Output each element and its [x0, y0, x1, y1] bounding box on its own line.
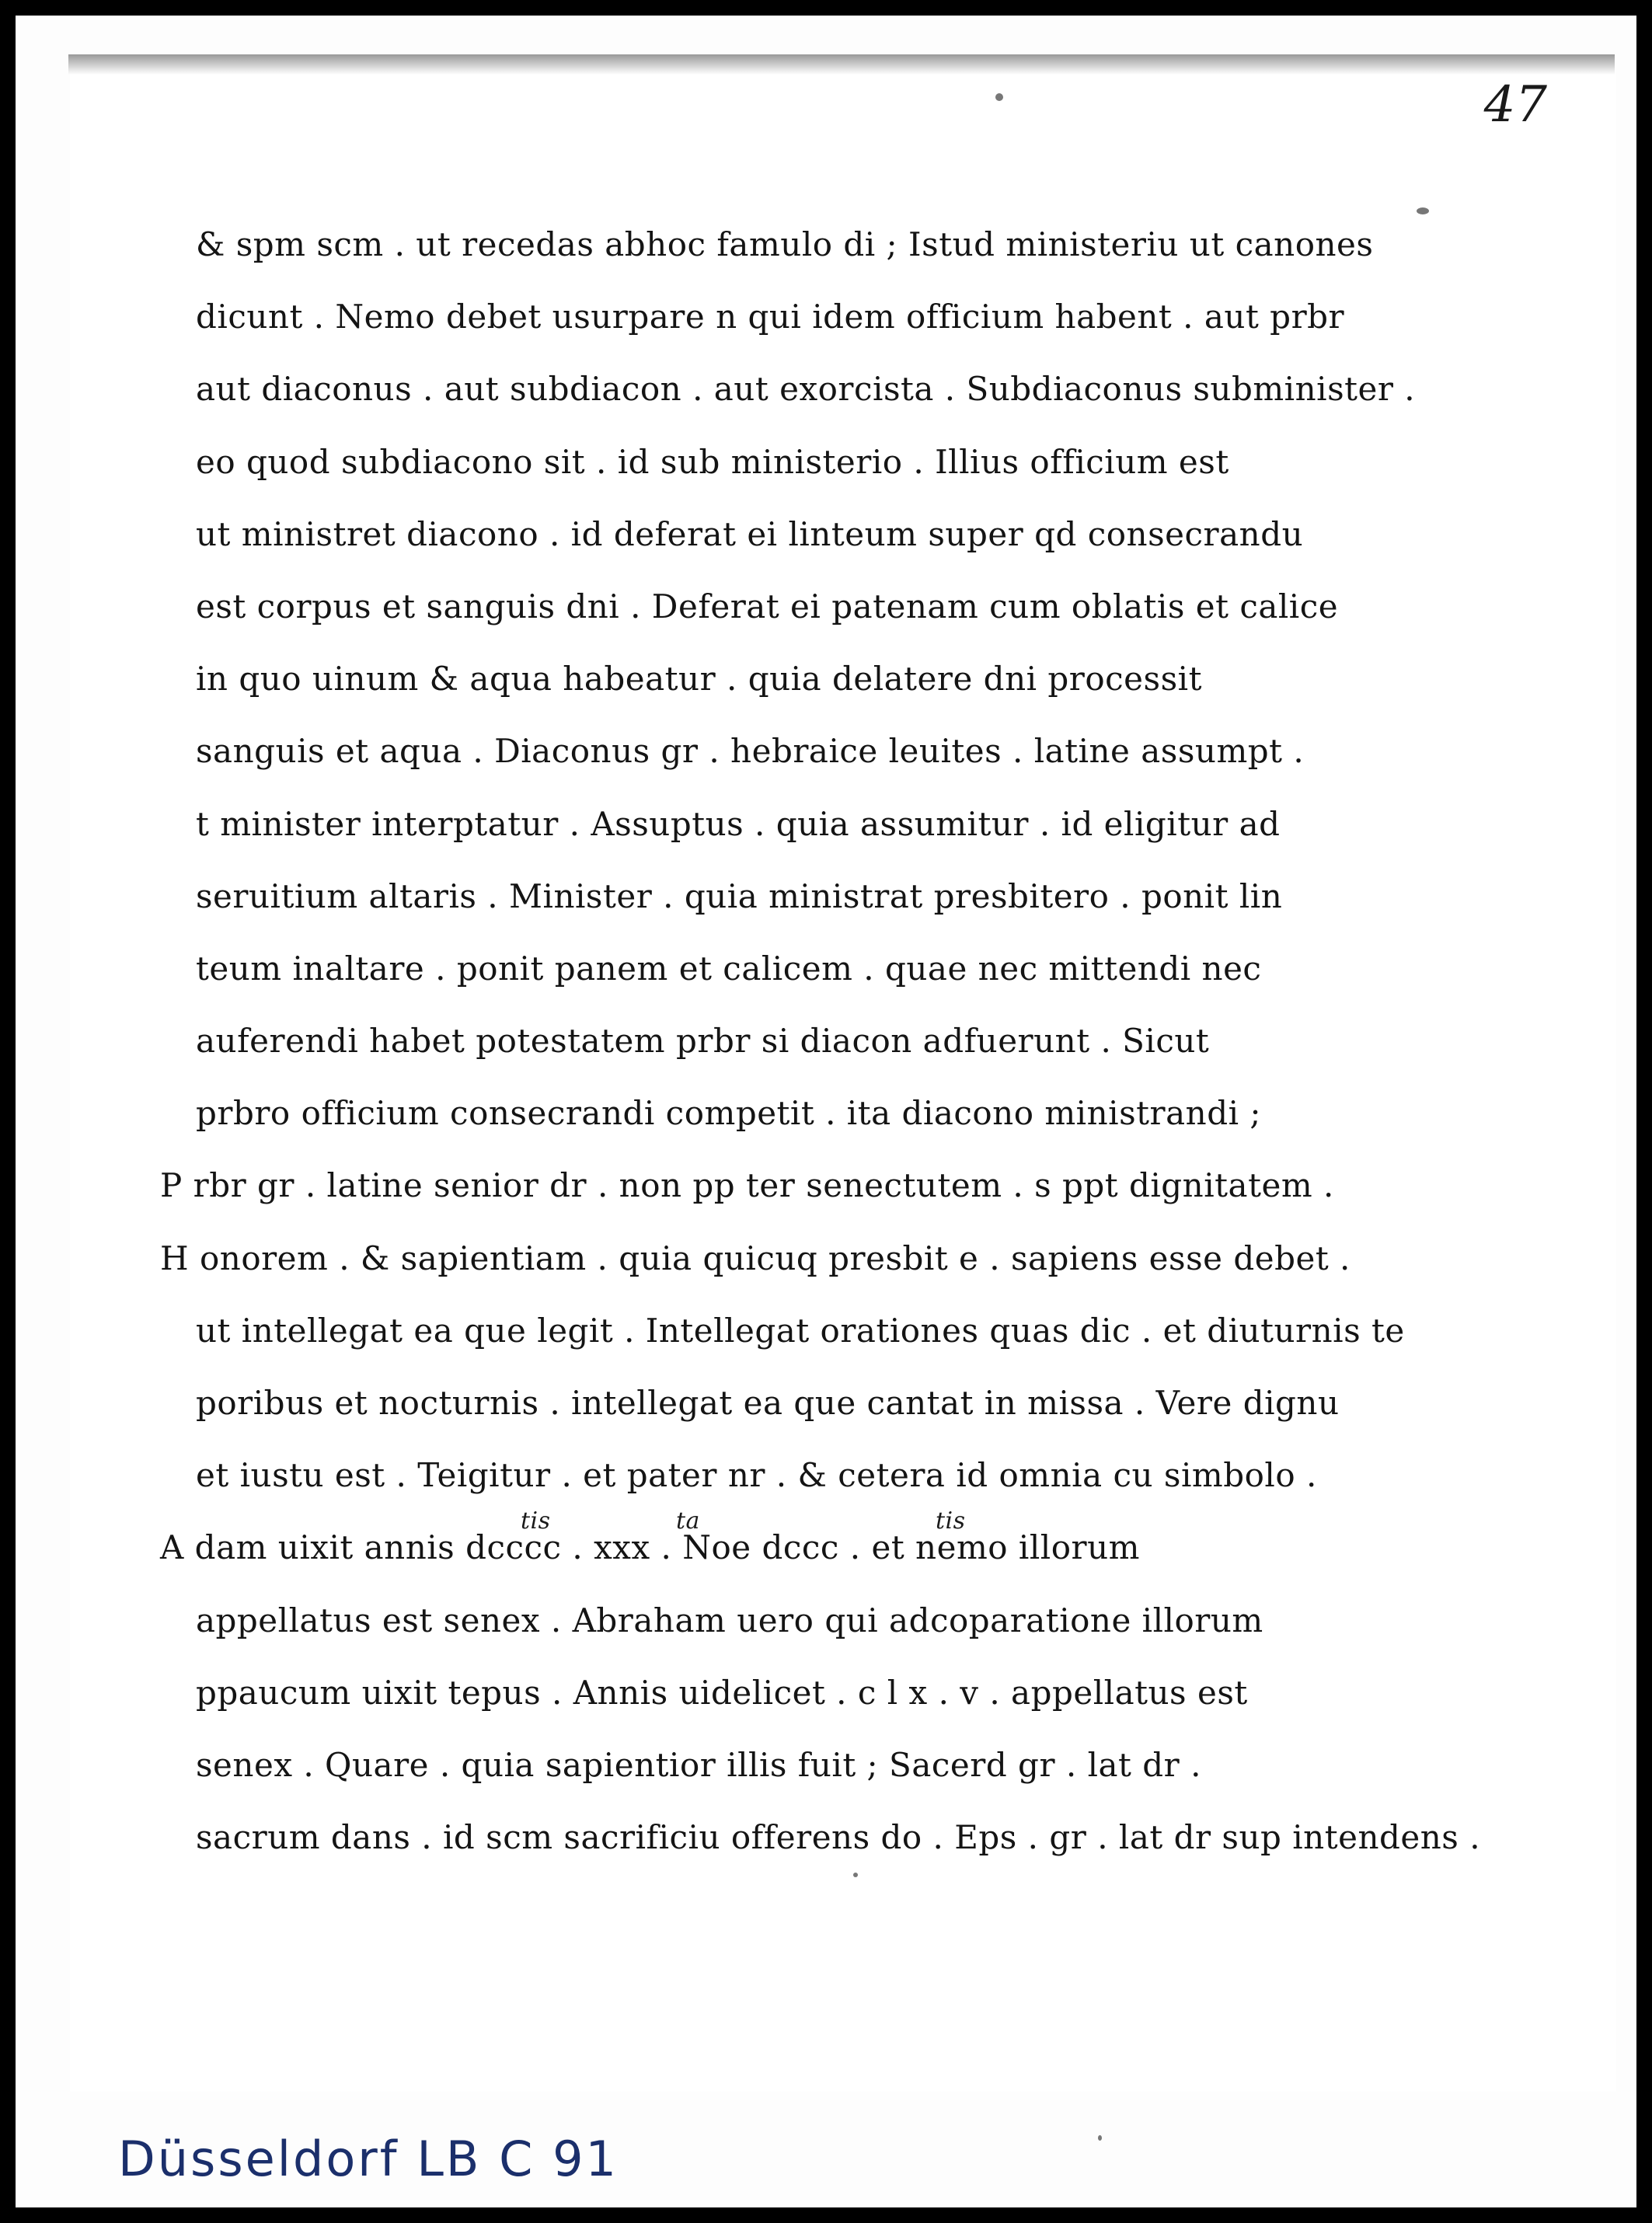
- text-line: ppaucum uixit tepus . Annis uidelicet . c l x . v . appellatus est: [196, 1673, 1248, 1712]
- text-line: dicunt . Nemo debet usurpare n qui idem officium habent . aut prbr: [196, 298, 1345, 336]
- page-blemish: [1417, 207, 1429, 214]
- text-line: H onorem . & sapientiam . quia quicuq presbit e . sapiens esse debet .: [160, 1239, 1351, 1277]
- text-line: est corpus et sanguis dni . Deferat ei patenam cum oblatis et calice: [196, 587, 1339, 625]
- superscript-mark: tis: [936, 1507, 966, 1535]
- page-top-edge-shadow: [68, 54, 1615, 75]
- text-line: appellatus est senex . Abraham uero qui adcoparatione illorum: [196, 1601, 1263, 1639]
- manuscript-photograph: [16, 16, 1636, 2207]
- text-line: P rbr gr . latine senior dr . non pp ter senectutem . s ppt dignitatem .: [160, 1166, 1334, 1205]
- text-line: ut ministret diacono . id deferat ei linteum super qd consecrandu: [196, 514, 1304, 553]
- text-line: tis ta tis A dam uixit annis dcccc . xxx . Noe dccc . et nemo illorum: [149, 1511, 1455, 1584]
- page-blemish: [995, 93, 1003, 101]
- page-blemish: [853, 1873, 858, 1877]
- text-line: seruitium altaris . Minister . quia ministrat presbitero . ponit lin: [196, 876, 1283, 915]
- text-line: et iustu est . Teigitur . et pater nr . & cetera id omnia cu simbolo .: [196, 1456, 1317, 1495]
- page-blemish: [1098, 2135, 1102, 2141]
- text-line: sacrum dans . id scm sacrificiu offerens do . Eps . gr . lat dr sup intendens .: [196, 1818, 1481, 1857]
- archive-shelfmark-caption: Düsseldorf LB C 91: [118, 2131, 619, 2187]
- text-line: auferendi habet potestatem prbr si diacon adfuerunt . Sicut: [196, 1022, 1210, 1061]
- text-line: sanguis et aqua . Diaconus gr . hebraice leuites . latine assumpt .: [196, 732, 1305, 771]
- text-line: aut diaconus . aut subdiacon . aut exorcista . Subdiaconus subminister .: [196, 370, 1416, 409]
- text-line: teum inaltare . ponit panem et calicem . quae nec mittendi nec: [196, 949, 1262, 988]
- text-line: & spm scm . ut recedas abhoc famulo di ; Istud ministeriu ut canones: [196, 225, 1374, 263]
- text-line: poribus et nocturnis . intellegat ea que cantat in missa . Vere dignu: [196, 1384, 1340, 1422]
- text-line: eo quod subdiacono sit . id sub ministerio . Illius officium est: [196, 442, 1229, 481]
- text-line: senex . Quare . quia sapientior illis fuit ; Sacerd gr . lat dr .: [196, 1745, 1201, 1784]
- manuscript-text: [149, 208, 1481, 1873]
- superscript-mark: tis: [521, 1507, 551, 1535]
- text-line: ut intellegat ea que legit . Intellegat orationes quas dic . et diuturnis te: [196, 1311, 1405, 1350]
- folio-number: 47: [1483, 76, 1547, 134]
- text-line: in quo uinum & aqua habeatur . quia delatere dni processit: [196, 660, 1202, 699]
- text-line: prbro officium consecrandi competit . ita diacono ministrandi ;: [196, 1094, 1262, 1133]
- text-line: t minister interptatur . Assuptus . quia assumitur . id eligitur ad: [196, 804, 1281, 843]
- superscript-mark: ta: [676, 1507, 700, 1535]
